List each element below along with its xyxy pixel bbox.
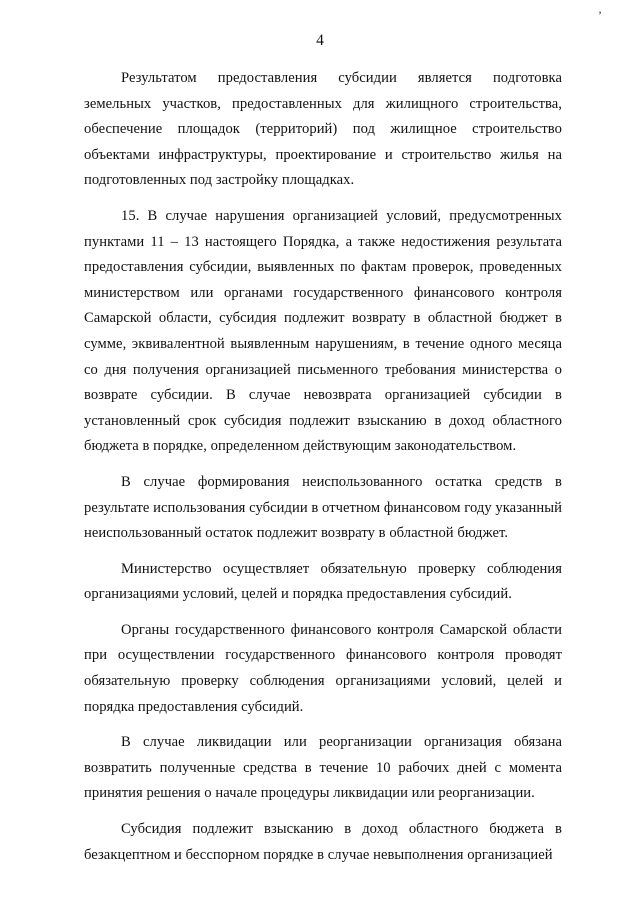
paragraph-unused-balance: В случае формирования неиспользованного остатка средств в результате использования субсидии в отчетном финансовом году указанный неиспользованный остаток подлежит возврату в областной бюджет. bbox=[84, 473, 562, 542]
paragraph-15-violation-refund: 15. В случае нарушения организацией условий, предусмотренных пунктами 11 – 13 настоящего Порядка, а также недостижения результата предоставления субсидии, выявленных по фактам проверок, проведенных министерством или органами государственного финансового контроля Самарской области, субсидия подлежит возврату в областной бюджет в сумме, эквивалентной выявленным нарушениям, в течение одного месяца со дня получения организацией письменного требования министерства о возврате субсидии. В случае невозврата организацией субсидии в установленный срок субсидия подлежит взысканию в доход областного бюджета в порядке, определенном действующим законодательством. bbox=[84, 207, 562, 455]
paragraph-subsidy-result: Результатом предоставления субсидии является подготовка земельных участков, предоставленных для жилищного строительства, обеспечение площадок (территорий) под жилищное строительство объектами инфраструктуры, проектирование и строительство жилья на подготовленных под застройку площадках. bbox=[84, 70, 562, 189]
paragraph-financial-control: Органы государственного финансового контроля Самарской области при осуществлении государственного финансового контроля проводят обязательную проверку соблюдения организациями условий, целей и порядка предоставления субсидий. bbox=[84, 621, 562, 715]
page-number: 4 bbox=[316, 32, 324, 49]
paragraph-collection: Субсидия подлежит взысканию в доход областного бюджета в безакцептном и бесспорном порядке в случае невыполнения организацией bbox=[84, 821, 562, 863]
document-body bbox=[84, 66, 562, 868]
scan-corner-mark: ’ bbox=[598, 8, 602, 22]
paragraph-liquidation: В случае ликвидации или реорганизации организация обязана возвратить полученные средства в течение 10 рабочих дней с момента принятия решения о начале процедуры ликвидации или реорганизации. bbox=[84, 734, 562, 802]
paragraph-ministry-check: Министерство осуществляет обязательную проверку соблюдения организациями условий, целей и порядка предоставления субсидий. bbox=[84, 560, 562, 603]
